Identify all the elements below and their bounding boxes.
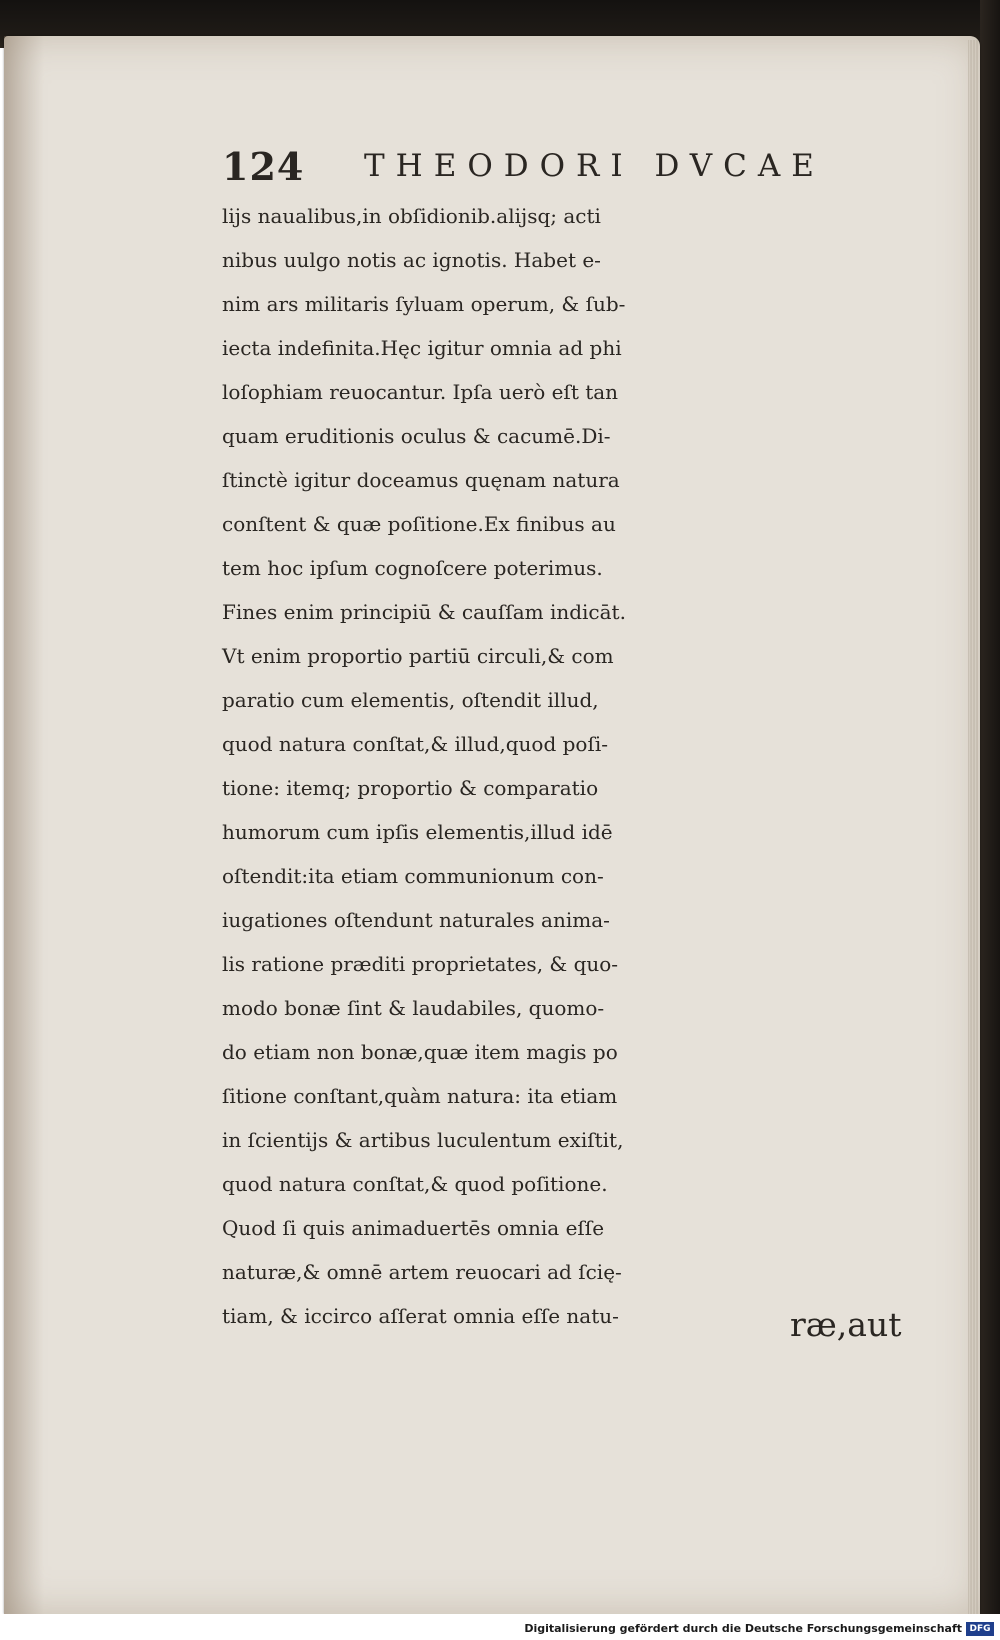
catchword: ræ,aut — [790, 1305, 902, 1344]
funding-credit: Digitalisierung gefördert durch die Deutsche Forschungsgemeinschaft — [524, 1622, 962, 1635]
text-line: nim ars militaris ſyluam operum, & ſub- — [222, 292, 626, 316]
text-line: lis ratione præditi proprietates, & quo- — [222, 952, 619, 976]
running-head — [222, 140, 842, 190]
text-line: Fines enim principiū & cauſſam indicāt. — [222, 600, 626, 624]
text-line: oſtendit:ita etiam communionum con- — [222, 864, 604, 888]
dfg-logo-icon: DFG — [966, 1622, 994, 1636]
text-line: ſitione conſtant,quàm natura: ita etiam — [222, 1084, 618, 1108]
page-number: 124 — [222, 144, 305, 189]
page-fore-edge — [968, 40, 978, 1614]
text-line: iecta indefinita.Hęc igitur omnia ad phi — [222, 336, 622, 360]
text-line: tione: itemq; proportio & comparatio — [222, 776, 599, 800]
text-line: iugationes oſtendunt naturales anima- — [222, 908, 610, 932]
text-line: quam eruditionis oculus & cacumē.Di- — [222, 424, 611, 448]
text-line: Vt enim proportio partiū circuli,& com — [222, 644, 614, 668]
text-line: in ſcientijs & artibus luculentum exiſtit, — [222, 1128, 624, 1152]
text-line: humorum cum ipſis elementis,illud idē — [222, 820, 613, 844]
text-line: modo bonæ ſint & laudabiles, quomo- — [222, 996, 605, 1020]
text-line: loſophiam reuocantur. Ipſa uerò eſt tan — [222, 380, 619, 404]
text-line: quod natura conſtat,& quod poſitione. — [222, 1172, 608, 1196]
footer-bar — [0, 1614, 1000, 1640]
text-line: paratio cum elementis, oſtendit illud, — [222, 688, 599, 712]
text-line: conſtent & quæ poſitione.Ex finibus au — [222, 512, 616, 536]
text-block — [222, 194, 922, 1338]
scan-right-border — [980, 0, 1000, 1640]
text-line: do etiam non bonæ,quæ item magis po — [222, 1040, 618, 1064]
text-line: lijs naualibus,in obſidionib.alijsq; acti — [222, 204, 601, 228]
text-line: naturæ,& omnē artem reuocari ad ſcię- — [222, 1260, 622, 1284]
text-line: quod natura conſtat,& illud,quod poſi- — [222, 732, 609, 756]
text-line: Quod ſi quis animaduertēs omnia eſſe — [222, 1216, 605, 1240]
text-line: tiam, & iccirco aſſerat omnia eſſe natu- — [222, 1304, 619, 1328]
text-line: ſtinctè igitur doceamus quęnam natura — [222, 468, 620, 492]
running-title: THEODORI DVCAE — [364, 148, 825, 184]
text-line: nibus uulgo notis ac ignotis. Habet e- — [222, 248, 601, 272]
text-line: tem hoc ipſum cognoſcere poterimus. — [222, 556, 603, 580]
